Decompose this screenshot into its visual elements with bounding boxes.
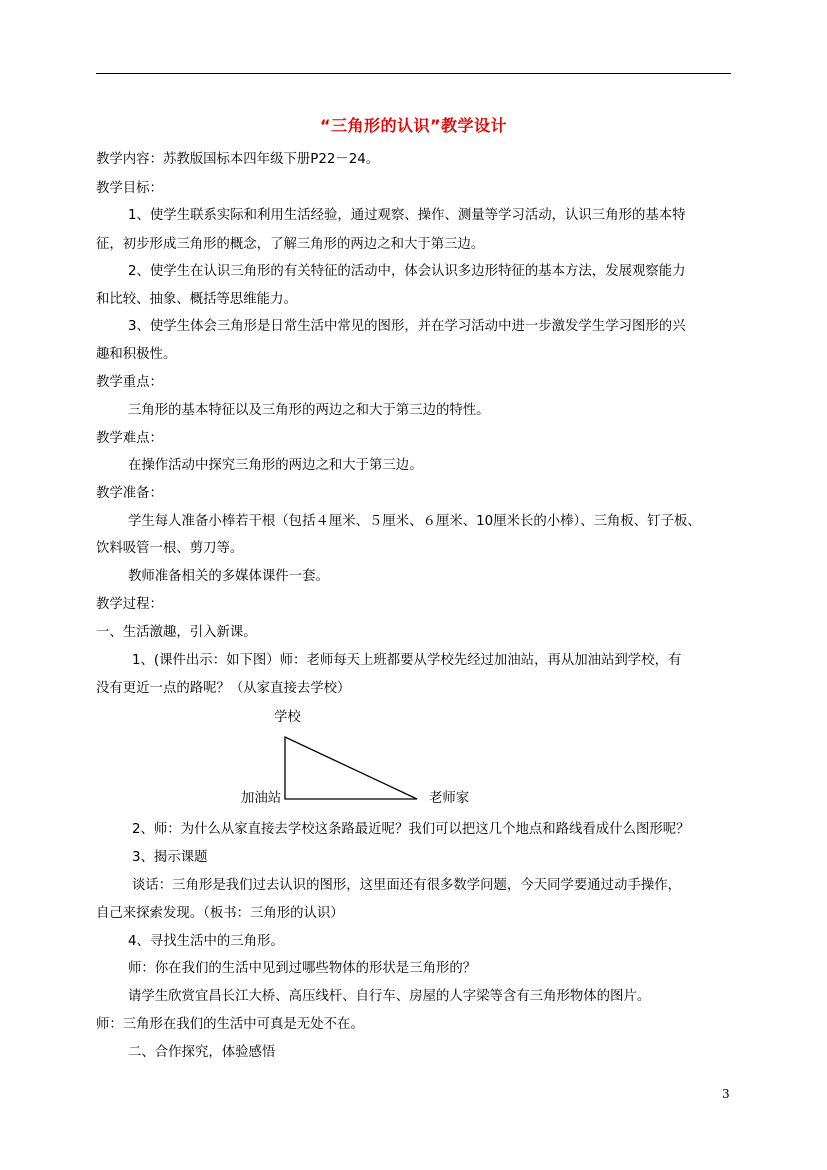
route-triangle-diagram <box>235 700 495 815</box>
text-line: 教学准备： <box>96 486 163 501</box>
text-line: 一、生活激趣，引入新课。 <box>96 625 257 640</box>
label-teacher-home: 老师家 <box>429 791 470 806</box>
text-line: 教学目标： <box>96 181 163 196</box>
text-line: 和比较、抽象、概括等思维能力。 <box>96 292 297 307</box>
label-school: 学校 <box>274 710 301 725</box>
text-line: 3、揭示课题 <box>132 850 208 865</box>
text-line: 请学生欣赏宜昌长江大桥、高压线杆、自行车、房屋的人字梁等含有三角形物体的图片。 <box>128 989 651 1004</box>
triangle-shape <box>285 737 417 799</box>
text-line: 2、使学生在认识三角形的有关特征的活动中，体会认识多边形特征的基本方法，发展观察能力 <box>128 264 686 279</box>
text-line: 谈话：三角形是我们过去认识的图形，这里面还有很多数学问题，今天同学要通过动手操作， <box>132 878 682 893</box>
text-line: 在操作活动中探究三角形的两边之和大于第三边。 <box>128 458 423 473</box>
document-title: “三角形的认识”教学设计 <box>319 116 508 135</box>
text-line: 饮料吸管一根、剪刀等。 <box>96 541 244 556</box>
text-line: 教学过程： <box>96 597 163 612</box>
text-line: 1、使学生联系实际和利用生活经验，通过观察、操作、测量等学习活动，认识三角形的基本特 <box>128 208 686 223</box>
text-line: 4、寻找生活中的三角形。 <box>128 934 284 949</box>
text-line: 2、师：为什么从家直接去学校这条路最近呢？我们可以把这几个地点和路线看成什么图形呢？ <box>132 822 690 837</box>
text-line: 征，初步形成三角形的概念，了解三角形的两边之和大于第三边。 <box>96 237 485 252</box>
text-line: 师：三角形在我们的生活中可真是无处不在。 <box>96 1017 364 1032</box>
text-line: 趣和积极性。 <box>96 347 177 362</box>
text-line: 教师准备相关的多媒体课件一套。 <box>128 569 329 584</box>
text-line: 师：你在我们的生活中见到过哪些物体的形状是三角形的？ <box>128 961 477 976</box>
text-line: 教学内容：苏教版国标本四年级下册P22－24。 <box>96 152 380 167</box>
text-line: 1、(课件出示：如下图）师：老师每天上班都要从学校先经过加油站，再从加油站到学校，有 <box>132 653 682 668</box>
text-line: 3、使学生体会三角形是日常生活中常见的图形，并在学习活动中进一步激发学生学习图形的兴 <box>128 319 686 334</box>
text-line: 三角形的基本特征以及三角形的两边之和大于第三边的特性。 <box>128 403 490 418</box>
text-line: 自己来探索发现。（板书：三角形的认识） <box>96 906 344 921</box>
text-line: 二、合作探究，体验感悟 <box>128 1045 276 1060</box>
text-line: 教学难点： <box>96 431 163 446</box>
page-number: 3 <box>722 1087 730 1101</box>
text-line: 没有更近一点的路呢？（从家直接去学校） <box>96 681 351 696</box>
header-rule <box>96 73 731 74</box>
text-line: 学生每人准备小棒若干根（包括４厘米、５厘米、６厘米、10厘米长的小棒）、三角板、钉子板、 <box>128 514 701 529</box>
text-line: 教学重点： <box>96 375 163 390</box>
label-gas-station: 加油站 <box>241 791 282 806</box>
